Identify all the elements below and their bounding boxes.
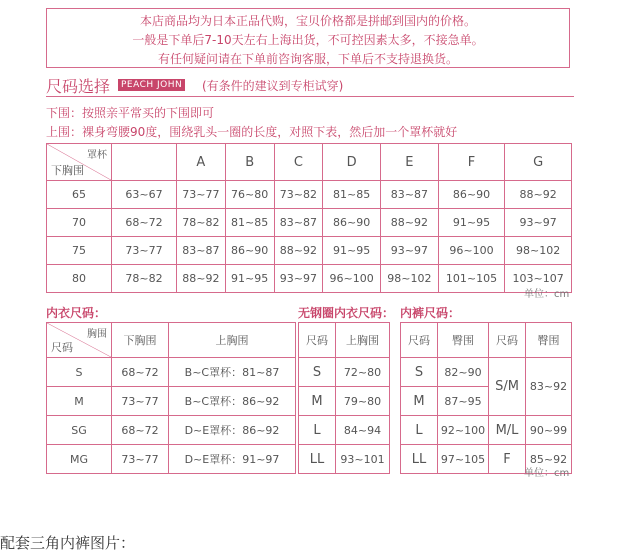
value-cell: 93~97 — [505, 209, 572, 237]
notice-line-3: 有任何疑问请在下单前咨询客服，下单后不支持退换货。 — [157, 52, 458, 66]
value-cell: B~C罩杯：81~87 — [169, 358, 296, 387]
band-cell: 80 — [47, 265, 112, 293]
value-cell: B~C罩杯：86~92 — [169, 387, 296, 416]
size-cell: LL — [401, 445, 438, 474]
band-cell: 65 — [47, 181, 112, 209]
value-cell: 91~95 — [225, 265, 274, 293]
size-cell: M/L — [489, 416, 526, 445]
value-cell: 84~94 — [336, 416, 390, 445]
table-row — [47, 237, 572, 265]
value-cell: 86~90 — [225, 237, 274, 265]
value-cell: 72~80 — [336, 358, 390, 387]
value-cell: 68~72 — [112, 209, 177, 237]
cup-header: A — [177, 144, 226, 181]
table-row — [47, 445, 296, 474]
panty-size-title: 内裤尺码： — [400, 306, 461, 320]
hip-header: 臀围 — [438, 323, 489, 358]
value-cell: 83~92 — [526, 358, 572, 416]
table-row — [47, 181, 572, 209]
band-header-label: 下胸围 — [51, 164, 84, 177]
under-instruction: 下围：按照亲平常买的下围即可 — [46, 106, 215, 120]
diagonal-header-cell — [47, 144, 112, 181]
value-cell: 93~97 — [274, 265, 323, 293]
value-cell: 93~97 — [381, 237, 439, 265]
table-header-row — [47, 144, 572, 181]
size-title: 尺码选择 — [46, 77, 111, 96]
value-cell: 101~105 — [438, 265, 505, 293]
cup-header: G — [505, 144, 572, 181]
band-cell: 75 — [47, 237, 112, 265]
table-header-row — [299, 323, 390, 358]
upper-bust-header: 上胸围 — [336, 323, 390, 358]
value-cell: 98~102 — [381, 265, 439, 293]
cup-header: E — [381, 144, 439, 181]
size-cell: L — [299, 416, 336, 445]
size-cell: MG — [47, 445, 112, 474]
value-cell: 79~80 — [336, 387, 390, 416]
value-cell: 86~90 — [438, 181, 505, 209]
blank-header-cell — [112, 144, 177, 181]
size-cell: S/M — [489, 358, 526, 416]
value-cell: 83~87 — [177, 237, 226, 265]
value-cell: 91~95 — [438, 209, 505, 237]
bust-header-label: 胸围 — [87, 329, 107, 340]
table-row — [299, 358, 390, 387]
cup-header: B — [225, 144, 274, 181]
value-cell: 81~85 — [323, 181, 381, 209]
table-row — [47, 265, 572, 293]
table-row — [47, 387, 296, 416]
panty-size-table — [400, 322, 572, 474]
value-cell: 97~105 — [438, 445, 489, 474]
value-cell: 86~90 — [323, 209, 381, 237]
band-cell: 70 — [47, 209, 112, 237]
value-cell: D~E罩杯：91~97 — [169, 445, 296, 474]
matching-panty-caption: 配套三角内裤图片： — [0, 534, 136, 552]
hip-header: 臀围 — [526, 323, 572, 358]
value-cell: 98~102 — [505, 237, 572, 265]
size-cell: M — [401, 387, 438, 416]
value-cell: 88~92 — [381, 209, 439, 237]
value-cell: 68~72 — [112, 416, 169, 445]
notice-line-1: 本店商品均为日本正品代购，宝贝价格都是拼邮到国内的价格。 — [139, 14, 476, 28]
table-row — [401, 358, 572, 387]
value-cell: 96~100 — [438, 237, 505, 265]
value-cell: 68~72 — [112, 358, 169, 387]
size-header-label: 尺码 — [51, 341, 73, 354]
value-cell: 91~95 — [323, 237, 381, 265]
size-cell: LL — [299, 445, 336, 474]
under-bust-header: 下胸围 — [112, 323, 169, 358]
nowire-size-title: 无钢圈内衣尺码： — [298, 306, 395, 320]
brand-logo: PEACH JOHN — [118, 79, 185, 91]
value-cell: 87~95 — [438, 387, 489, 416]
size-cell: M — [299, 387, 336, 416]
diagonal-header-cell — [47, 323, 112, 358]
size-header: 尺码 — [489, 323, 526, 358]
unit-label: 单位：cm — [524, 289, 570, 300]
value-cell: 73~77 — [112, 237, 177, 265]
notice-line-2: 一般是下单后7-10天左右上海出货，不可控因素太多，不接急单。 — [132, 33, 484, 47]
cup-header: C — [274, 144, 323, 181]
table-row — [401, 416, 572, 445]
table-row — [299, 445, 390, 474]
value-cell: 85~92 — [526, 445, 572, 474]
value-cell: 88~92 — [274, 237, 323, 265]
size-cell: S — [47, 358, 112, 387]
table-row — [47, 209, 572, 237]
table-row — [299, 416, 390, 445]
table-header-row — [401, 323, 572, 358]
value-cell: 83~87 — [274, 209, 323, 237]
value-cell: 78~82 — [112, 265, 177, 293]
value-cell: 92~100 — [438, 416, 489, 445]
size-cell: S — [299, 358, 336, 387]
size-cell: M — [47, 387, 112, 416]
bra-size-table — [46, 322, 296, 474]
value-cell: 82~90 — [438, 358, 489, 387]
size-cell: F — [489, 445, 526, 474]
size-header: 尺码 — [299, 323, 336, 358]
size-header: 尺码 — [401, 323, 438, 358]
value-cell: 96~100 — [323, 265, 381, 293]
value-cell: D~E罩杯：86~92 — [169, 416, 296, 445]
value-cell: 73~77 — [112, 387, 169, 416]
value-cell: 63~67 — [112, 181, 177, 209]
value-cell: 76~80 — [225, 181, 274, 209]
upper-bust-header: 上胸围 — [169, 323, 296, 358]
fitting-suggestion: (有条件的建议到专柜试穿) — [202, 79, 344, 93]
value-cell: 78~82 — [177, 209, 226, 237]
value-cell: 88~92 — [505, 181, 572, 209]
value-cell: 103~107 — [505, 265, 572, 293]
shop-notice-box — [46, 8, 570, 68]
upper-instruction: 上围：裸身弯腰90度，围绕乳头一圈的长度，对照下表，然后加一个罩杯就好 — [46, 125, 458, 139]
value-cell: 90~99 — [526, 416, 572, 445]
cup-header: F — [438, 144, 505, 181]
table-row — [47, 358, 296, 387]
value-cell: 73~77 — [112, 445, 169, 474]
size-cell: SG — [47, 416, 112, 445]
value-cell: 88~92 — [177, 265, 226, 293]
table-row — [47, 416, 296, 445]
size-cell: S — [401, 358, 438, 387]
cup-header: D — [323, 144, 381, 181]
value-cell: 73~77 — [177, 181, 226, 209]
value-cell: 93~101 — [336, 445, 390, 474]
size-heading — [46, 76, 574, 97]
cup-header-label: 罩杯 — [87, 150, 107, 161]
value-cell: 81~85 — [225, 209, 274, 237]
nowire-size-table — [298, 322, 390, 474]
bra-size-title: 内衣尺码： — [46, 306, 107, 320]
size-cell: L — [401, 416, 438, 445]
unit-label: 单位：cm — [524, 468, 570, 479]
table-row — [299, 387, 390, 416]
value-cell: 73~82 — [274, 181, 323, 209]
value-cell: 83~87 — [381, 181, 439, 209]
table-header-row — [47, 323, 296, 358]
cup-size-table — [46, 143, 572, 293]
